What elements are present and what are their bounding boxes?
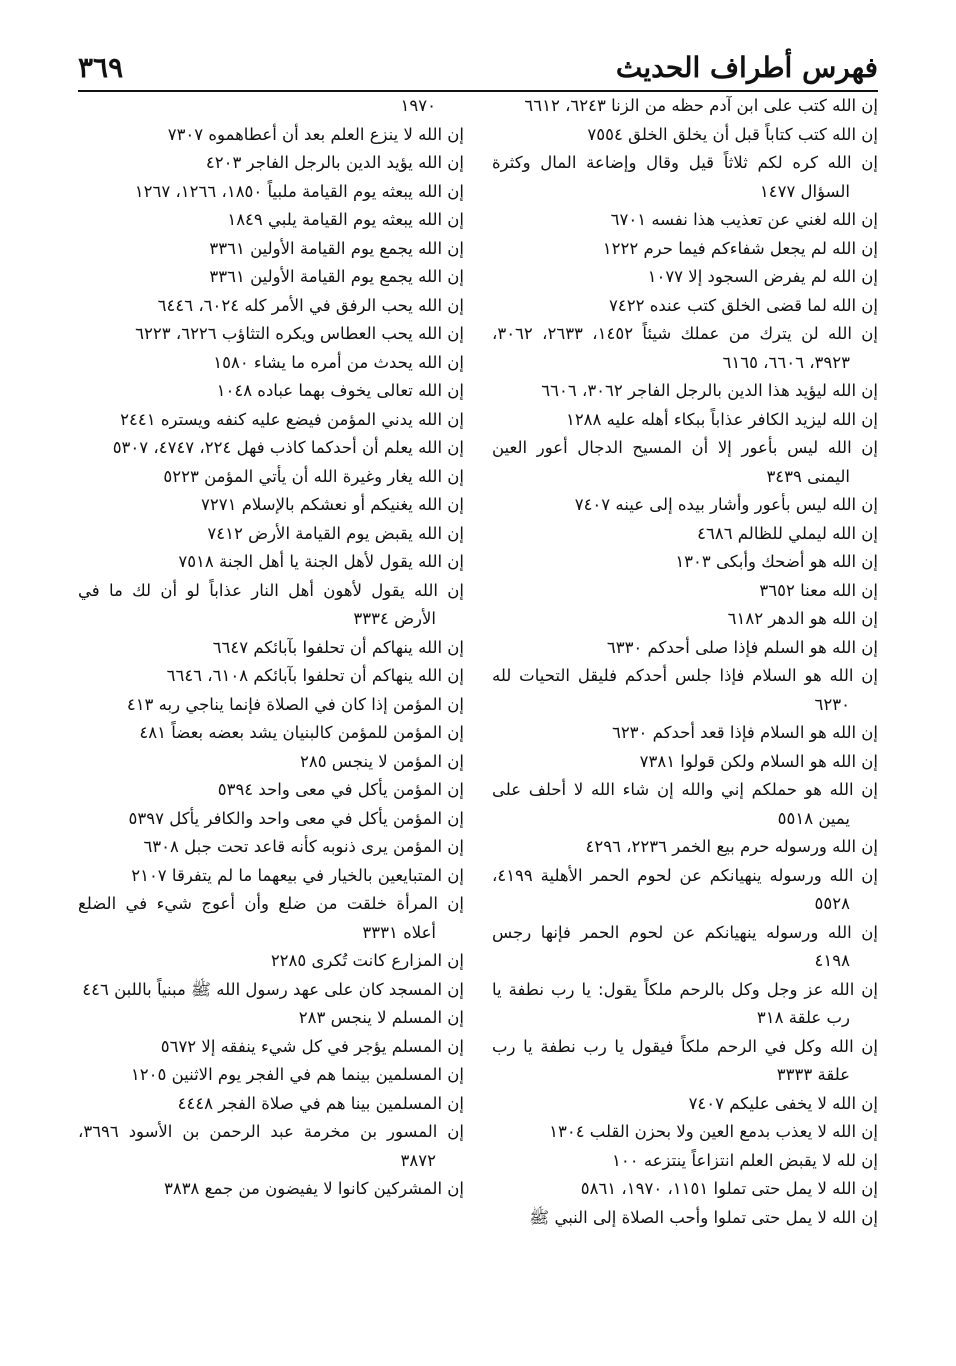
right-column: [492, 92, 878, 1286]
index-entry: إن الله يقول لأهون أهل النار عذاباً لو أن لك ما في الأرض ٣٣٣٤: [78, 580, 464, 628]
index-entry: إن المؤمن إذا كان في الصلاة فإنما يناجي ربه ٤١٣: [126, 694, 464, 714]
index-entry: إن الله يغنيكم أو نعشكم بالإسلام ٧٢٧١: [201, 495, 464, 514]
index-entry: إن الله لن يترك من عملك شيئاً ١٤٥٢، ٢٦٣٣، ٣٠٦٢، ٣٩٢٣، ٦٦٠٦، ٦١٦٥: [492, 324, 878, 372]
index-entry: إن الله ينهاكم أن تحلفوا بآبائكم ٦١٠٨، ٦٦٤٦: [166, 666, 464, 685]
index-entry: إن الله هو السلام فإذا جلس أحدكم فليقل التحيات لله ٦٢٣٠: [492, 666, 878, 714]
page-number: ٣٦٩: [78, 51, 124, 84]
index-entry: إن الله كره لكم ثلاثاً قيل وقال وإضاعة المال وكثرة السؤال ١٤٧٧: [492, 153, 878, 201]
index-entry: إن الله يعلم أن أحدكما كاذب فهل ٢٢٤، ٤٧٤٧، ٥٣٠٧: [112, 438, 464, 457]
index-entry: إن المسلمين بينا هم في صلاة الفجر ٤٤٤٨: [177, 1093, 464, 1113]
index-entry: إن الله يغار وغيرة الله أن يأتي المؤمن ٥٢٢٣: [163, 466, 464, 486]
index-entry: إن الله كتب على ابن آدم حظه من الزنا ٦٢٤٣، ٦٦١٢: [524, 96, 878, 115]
index-entry: إن الله لا يعذب بدمع العين ولا بحزن القلب ١٣٠٤: [549, 1122, 878, 1141]
index-entry: إن الله لم يجعل شفاءكم فيما حرم ١٢٢٢: [602, 238, 878, 258]
index-entry: إن المتبايعين بالخيار في بيعهما ما لم يتفرقا ٢١٠٧: [131, 865, 464, 885]
index-entry: إن الله ينهاكم أن تحلفوا بآبائكم ٦٦٤٧: [212, 637, 464, 657]
index-entry: إن الله يحب العطاس ويكره التثاؤب ٦٢٢٦، ٦٢٢٣: [135, 324, 464, 343]
index-entry: إن لله لا يقبض العلم انتزاعاً ينتزعه ١٠٠: [612, 1150, 878, 1170]
index-entry: إن المشركين كانوا لا يفيضون من جمع ٣٨٣٨: [163, 1179, 464, 1198]
index-entry: إن المرأة خلقت من ضلع وأن أعوج شيء في الضلع أعلاه ٣٣٣١: [78, 894, 464, 942]
index-entry: إن الله ليزيد الكافر عذاباً ببكاء أهله عليه ١٢٨٨: [565, 409, 878, 429]
index-entry: إن المسلم لا ينجس ٢٨٣: [298, 1008, 464, 1027]
index-entry: إن الله يدني المؤمن فيضع عليه كنفه ويستره ٢٤٤١: [120, 409, 464, 429]
index-entry: إن المسور بن مخرمة عبد الرحمن بن الأسود ٣٦٩٦، ٣٨٧٢: [78, 1122, 464, 1170]
index-entry: إن الله كتب كتاباً قبل أن يخلق الخلق ٧٥٥٤: [587, 124, 878, 144]
index-entry: إن الله ورسوله ينهيانكم عن لحوم الحمر فإنها رجس ٤١٩٨: [492, 922, 878, 970]
index-entry: إن الله ليؤيد هذا الدين بالرجل الفاجر ٣٠٦٢، ٦٦٠٦: [541, 381, 878, 400]
index-entry: إن الله هو السلام فإذا قعد أحدكم ٦٢٣٠: [611, 723, 878, 742]
index-entry: إن الله ورسوله حرم بيع الخمر ٢٢٣٦، ٤٢٩٦: [585, 837, 878, 856]
index-entry: إن الله يبعثه يوم القيامة يلبي ١٨٤٩: [227, 210, 464, 229]
index-entry: إن الله معنا ٣٦٥٢: [759, 580, 878, 600]
index-entry: إن الله ليملي للظالم ٤٦٨٦: [697, 523, 878, 543]
page-header: [78, 34, 878, 92]
index-entry: إن الله لما قضى الخلق كتب عنده ٧٤٢٢: [609, 295, 878, 315]
index-entry: ١٩٧٠: [400, 96, 436, 115]
index-entry: إن المؤمن يرى ذنوبه كأنه قاعد تحت جبل ٦٣٠٨: [143, 837, 464, 856]
index-entry: إن الله وكل في الرحم ملكاً فيقول يا رب نطفة يا رب علقة ٣٣٣٣: [492, 1036, 878, 1084]
left-column: [78, 92, 464, 1286]
index-entry: إن الله يبعثه يوم القيامة ملبياً ١٨٥٠، ١٢٦٦، ١٢٦٧: [134, 181, 464, 201]
index-entry: إن الله يحدث من أمره ما يشاء ١٥٨٠: [213, 352, 464, 372]
index-entry: إن المؤمن يأكل في معى واحد ٥٣٩٤: [217, 780, 464, 799]
index-entry: إن الله لم يفرض السجود إلا ١٠٧٧: [647, 267, 878, 286]
index-entry: إن الله تعالى يخوف بهما عباده ١٠٤٨: [216, 381, 464, 400]
index-entry: إن الله هو السلام ولكن قولوا ٧٣٨١: [639, 751, 878, 771]
index-entry: إن الله لا يخفى عليكم ٧٤٠٧: [688, 1093, 878, 1113]
index-entry: إن الله ليس بأعور إلا أن المسيح الدجال أعور العين اليمنى ٣٤٣٩: [492, 438, 878, 486]
index-entry: إن الله هو أضحك وأبكى ١٣٠٣: [675, 552, 878, 571]
index-columns: [78, 92, 878, 1286]
index-entry: إن الله لا يمل حتى تملوا ١١٥١، ١٩٧٠، ٥٨٦١: [580, 1179, 878, 1198]
index-entry: إن المؤمن يأكل في معى واحد والكافر يأكل ٥٣٩٧: [128, 808, 464, 828]
index-entry: إن الله يؤيد الدين بالرجل الفاجر ٤٢٠٣: [205, 153, 464, 172]
index-entry: إن الله يحب الرفق في الأمر كله ٦٠٢٤، ٦٤٤٦: [157, 295, 464, 315]
index-entry: إن الله لا ينزع العلم بعد أن أعطاهموه ٧٣٠٧: [167, 124, 464, 144]
index-entry: إن الله هو الدهر ٦١٨٢: [727, 609, 878, 628]
index-entry: إن المسجد كان على عهد رسول الله ﷺ مبنياً باللبن ٤٤٦: [82, 979, 464, 999]
index-entry: إن الله هو حملكم إني والله إن شاء الله لا أحلف على يمين ٥٥١٨: [492, 780, 878, 828]
index-entry: إن الله ورسوله ينهيانكم عن لحوم الحمر الأهلية ٤١٩٩، ٥٥٢٨: [492, 865, 878, 913]
index-entry: إن المسلمين بينما هم في الفجر يوم الاثنين ١٢٠٥: [130, 1065, 464, 1084]
index-entry: إن الله عز وجل وكل بالرحم ملكاً يقول: يا رب نطفة يا رب علقة ٣١٨: [492, 979, 878, 1027]
index-entry: إن الله يجمع يوم القيامة الأولين ٣٣٦١: [209, 267, 464, 286]
index-entry: إن المؤمن لا ينجس ٢٨٥: [299, 751, 464, 771]
index-entry: إن المؤمن للمؤمن كالبنيان يشد بعضه بعضاً ٤٨١: [139, 723, 464, 742]
index-entry: إن المزارع كانت تُكرى ٢٢٨٥: [270, 951, 464, 970]
index-entry: إن الله يقبض يوم القيامة الأرض ٧٤١٢: [207, 523, 464, 543]
page-title: فهرس أطراف الحديث: [615, 51, 878, 84]
index-entry: إن المسلم يؤجر في كل شيء ينفقه إلا ٥٦٧٢: [160, 1036, 464, 1056]
index-entry: إن الله يجمع يوم القيامة الأولين ٣٣٦١: [209, 238, 464, 258]
index-entry: إن الله ليس بأعور وأشار بيده إلى عينه ٧٤٠٧: [574, 495, 878, 514]
index-entry: إن الله هو السلم فإذا صلى أحدكم ٦٣٣٠: [606, 637, 878, 657]
index-entry: إن الله لا يمل حتى تملوا وأحب الصلاة إلى النبي ﷺ: [529, 1207, 878, 1227]
index-entry: إن الله يقول لأهل الجنة يا أهل الجنة ٧٥١٨: [178, 552, 464, 571]
index-entry: إن الله لغني عن تعذيب هذا نفسه ٦٧٠١: [610, 210, 878, 229]
